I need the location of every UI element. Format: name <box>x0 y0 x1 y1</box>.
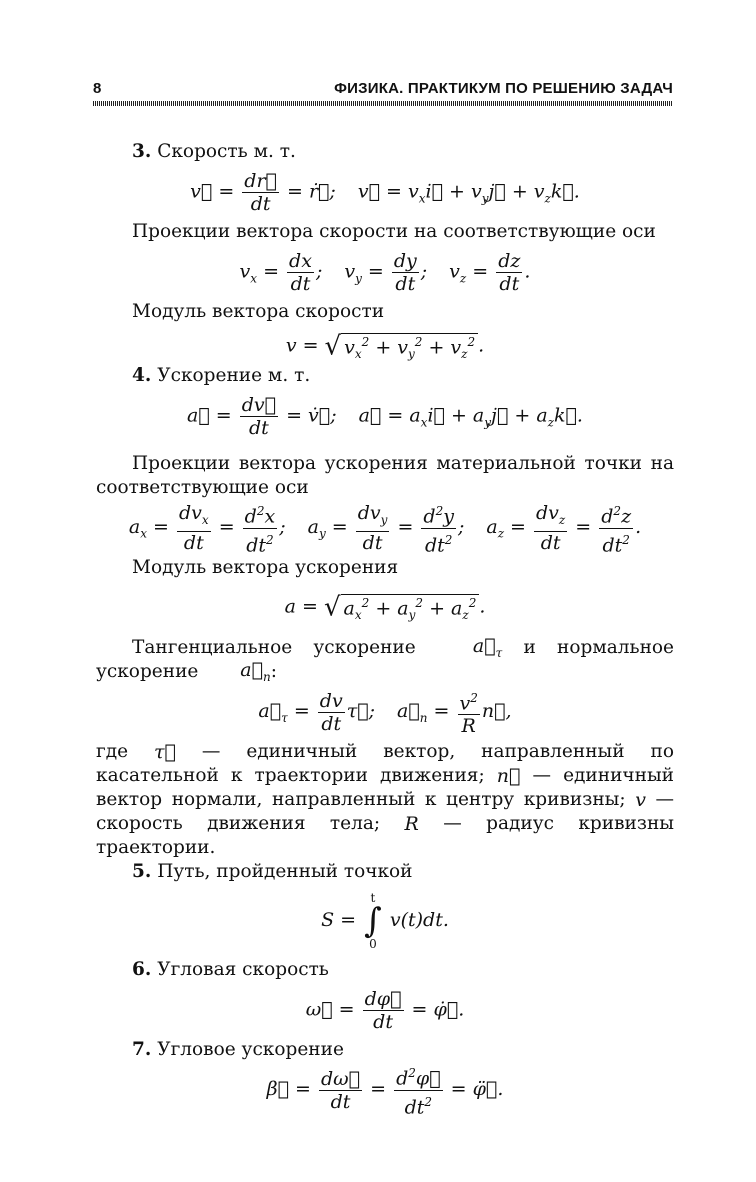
section-7-heading: 7. Угловое ускорение <box>132 1039 344 1060</box>
section-5-heading: 5. Путь, пройденный точкой <box>132 861 413 882</box>
definitions-text: где τ⃗ — единичный вектор, направленный по касательной к траектории движения; n⃗ — единичный вектор нормали, направленный к центру кривизны; v — скорость движения тела; R — радиус кривизны траектории. <box>96 740 675 858</box>
velocity-projections-formula: $v_x$ = $\frac{dx}{dt}$ ; $v_y$ = $\frac{dy}{dt}$ ; $v_z$ = $\frac{dz}{dt}$ . <box>239 249 531 295</box>
acceleration-modulus-text: Модуль вектора ускорения <box>132 557 399 578</box>
velocity-modulus-text: Модуль вектора скорости <box>132 301 385 322</box>
angular-acceleration-formula: β⃗ = $\frac{d\omega⃗}{dt}$ = $\frac{d^2\varphi⃗}{dt^2}$ = φ̈⃗. <box>96 1062 674 1118</box>
section-4-heading: 4. Ускорение м. т. <box>132 365 311 386</box>
acceleration-projections-text: Проекции вектора ускорения материальной точки на соответствующие оси <box>96 453 674 498</box>
page-header <box>93 80 673 102</box>
velocity-projections-text: Проекции вектора скорости на соответствующие оси <box>132 221 656 242</box>
header-rule <box>93 101 673 106</box>
path-formula: S = t ∫ 0 v(t)dt. <box>321 891 449 951</box>
velocity-modulus-formula: v = √ $v_x^2 + v_y^2 + v_z^2$ . <box>285 332 485 362</box>
acceleration-projections-formula: $a_x$ = $\frac{dv_x}{dt}$ = $\frac{d^2x}{dt^2}$ ; $a_y$ = $\frac{dv_y}{dt}$ = $\frac{d^2y}{dt^2}$ ; $a_z$ = $\frac{dv_z}{dt}$ = $\frac{d^2z}{dt^2}$ . <box>128 502 642 556</box>
section-3-heading: 3. Скорость м. т. <box>132 141 296 162</box>
tangential-normal-text: Тангенциальное ускорение $a⃗_\tau$ и нормальное ускорение $a⃗_n$: <box>96 635 674 684</box>
angular-velocity-formula: ω⃗ = $\frac{d\varphi⃗}{dt}$ = φ̇⃗. <box>305 987 465 1033</box>
page-number: 8 <box>93 80 102 97</box>
tangential-normal-formula: $a⃗_\tau$ = $\frac{dv}{dt}$ τ⃗; $a⃗_n$ = $\frac{v^2}{R}$ n⃗, <box>96 684 674 740</box>
running-title: ФИЗИКА. ПРАКТИКУМ ПО РЕШЕНИЮ ЗАДАЧ <box>334 80 673 97</box>
acceleration-formula: a⃗ = $\frac{dv⃗}{dt}$ = v̇⃗; a⃗ = $a_xi⃗$ + $a_yj⃗$ + $a_zk⃗$. <box>187 393 583 439</box>
acceleration-modulus-formula: a = √ $a_x^2 + a_y^2 + a_z^2$ . <box>284 593 486 623</box>
page-body <box>96 140 674 1118</box>
velocity-formula: v⃗ = $\frac{dr⃗}{dt}$ = ṙ⃗; v⃗ = $v_xi⃗$ + $v_yj⃗$ + $v_zk⃗$. <box>190 169 580 215</box>
section-6-heading: 6. Угловая скорость <box>132 959 329 980</box>
